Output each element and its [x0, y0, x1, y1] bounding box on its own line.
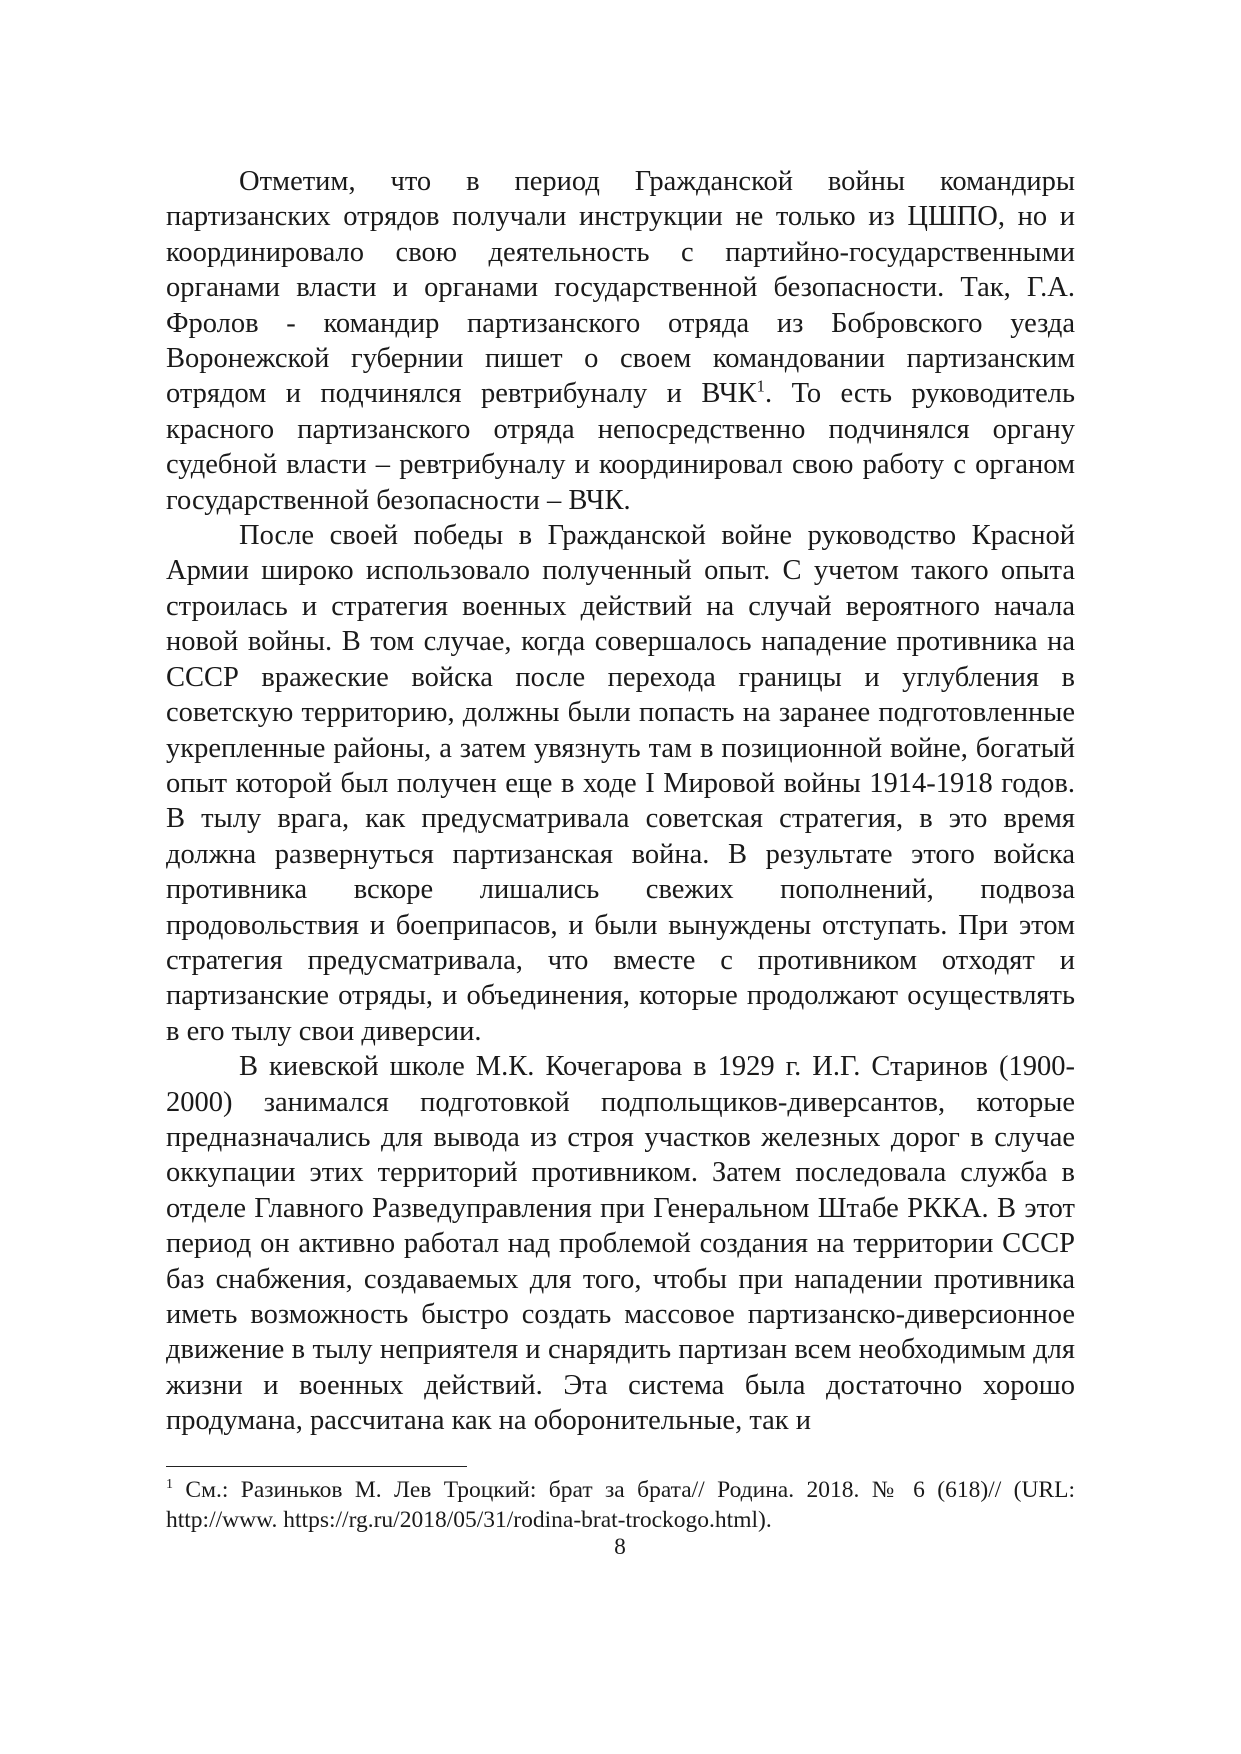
body-text — [166, 164, 1075, 1439]
footnote-reference: 1 — [756, 376, 765, 396]
footnote-text: См.: Разиньков М. Лев Троцкий: брат за брата// Родина. 2018. № 6 (618)// (URL: http://www. https://rg.ru/2018/05/31/rodina-brat-trockogo.html). — [166, 1477, 1075, 1533]
paragraph-1 — [166, 164, 1075, 518]
footnote-marker: 1 — [166, 1477, 173, 1493]
footnote — [166, 1475, 1075, 1535]
paragraph-1-text: Отметим, что в период Гражданской войны командиры партизанских отрядов получали инструкции не только из ЦШПО, но и координировало свою деятельность с партийно-государственными органами власти и органами государственной безопасности. Так, Г.А. Фролов - командир партизанского отряда из Бобровского уезда Воронежской губернии пишет о своем командовании партизанским отрядом и подчинялся ревтрибуналу и ВЧК — [166, 166, 1075, 410]
paragraph-3: В киевской школе М.К. Кочегарова в 1929 г. И.Г. Старинов (1900-2000) занимался подготовкой подпольщиков-диверсантов, которые предназначались для вывода из строя участков железных дорог в случае оккупации этих территорий противником. Затем последовала служба в отделе Главного Разведуправления при Генеральном Штабе РККА. В этот период он активно работал над проблемой создания на территории СССР баз снабжения, создаваемых для того, чтобы при нападении противника иметь возможность быстро создать массовое партизанско-диверсионное движение в тылу неприятеля и снарядить партизан всем необходимым для жизни и военных действий. Эта система была достаточно хорошо продумана, рассчитана как на оборонительные, так и — [166, 1051, 1075, 1437]
paragraph-1-text-continued: . То есть руководитель красного партизанского отряда непосредственно подчинялся органу судебной власти – ревтрибуналу и координировал свою работу с органом государственной безопасности – ВЧК. — [166, 378, 1075, 516]
paragraph-2: После своей победы в Гражданской войне руководство Красной Армии широко использовало полученный опыт. С учетом такого опыта строилась и стратегия военных действий на случай вероятного начала новой войны. В том случае, когда совершалось нападение противника на СССР вражеские войска после перехода границы и углубления в советскую территорию, должны были попасть на заранее подготовленные укрепленные районы, а затем увязнуть там в позиционной войне, богатый опыт которой был получен еще в ходе I Мировой войны 1914-1918 годов. В тылу врага, как предусматривала советская стратегия, в это время должна развернуться партизанская война. В результате этого войска противника вскоре лишались свежих пополнений, подвоза продовольствия и боеприпасов, и были вынуждены отступать. При этом стратегия предусматривала, что вместе с противником отходят и партизанские отряды, и объединения, которые продолжают осуществлять в его тылу свои диверсии. — [166, 520, 1075, 1047]
page-number: 8 — [614, 1534, 626, 1560]
footnote-separator — [166, 1466, 467, 1467]
